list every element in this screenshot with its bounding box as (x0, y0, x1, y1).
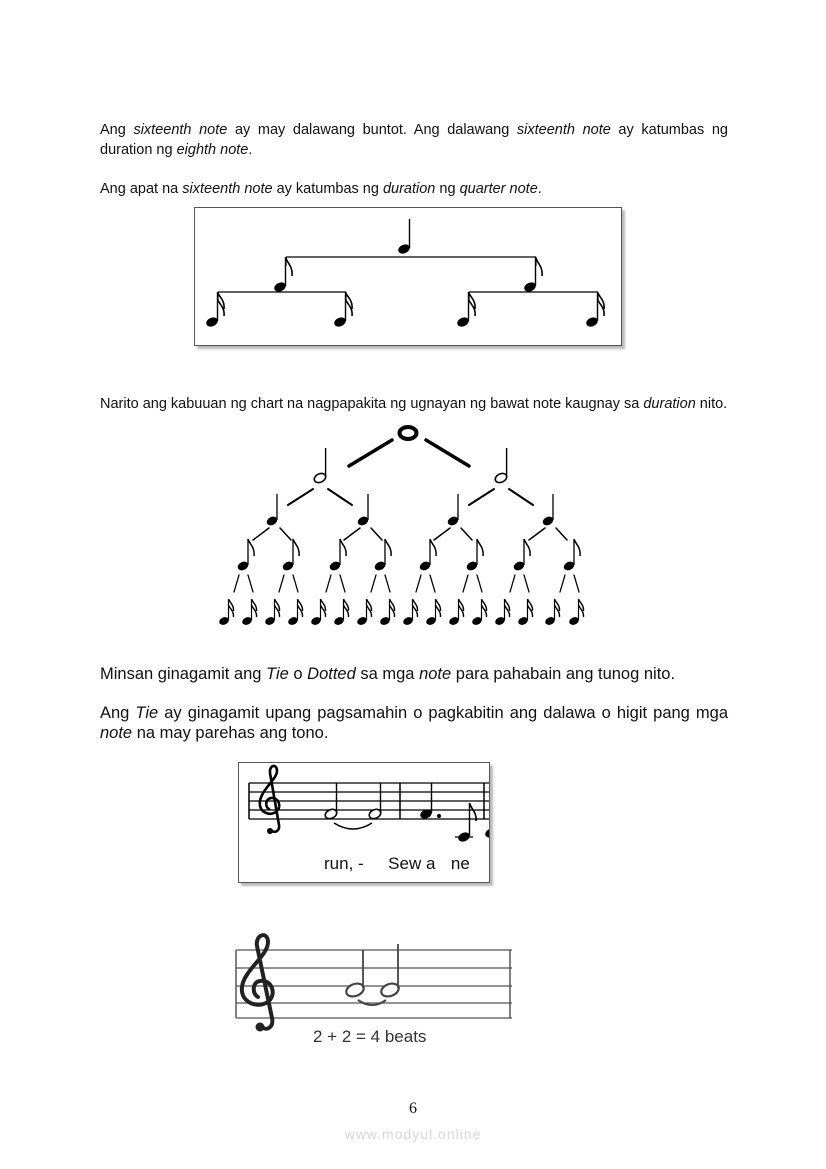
dotted-quarter-note (419, 783, 441, 820)
sixteenth-note-icon (287, 599, 303, 626)
lyrics (324, 854, 470, 874)
text: duration (382, 181, 436, 197)
sixteenth-note-icon (471, 599, 487, 626)
text: ng (435, 181, 460, 197)
quarter-note-icon (541, 494, 554, 527)
text: sixteenth note (182, 181, 273, 197)
lyric-sew-a: Sew a (388, 854, 436, 873)
paragraph-tie-dotted (100, 664, 728, 684)
text: Minsan ginagamit ang (100, 665, 267, 683)
text: ay katumbas ng duration ng (100, 122, 728, 158)
text: sixteenth note (133, 122, 228, 138)
text: Dotted (307, 665, 356, 683)
eighth-note-icon (373, 539, 391, 572)
text: ay ginagamit upang pagsamahin o pagkabitin ang dalawa o higit pang mga (158, 704, 728, 722)
eighth-note-icon (562, 539, 580, 572)
paragraph-tie-definition (100, 703, 728, 743)
text: . (537, 181, 542, 197)
watermark: www.modyul.online (344, 1126, 482, 1142)
sixteenth-notes-row (218, 599, 584, 626)
text: Ang (100, 704, 136, 722)
sixteenth-note-icon (379, 599, 395, 626)
lyric-run: run, - (324, 854, 364, 873)
tie-lyrics-example-figure (238, 762, 490, 883)
tie-beats-staff (222, 932, 512, 1040)
quarter-note-icon (356, 494, 369, 527)
sixteenth-note-icon (241, 599, 257, 626)
sixteenth-note-icon (310, 599, 326, 626)
sixteenth-note-icon (425, 599, 441, 626)
quarter-note-icon (265, 494, 278, 527)
text: para pahabain ang tunog nito. (451, 665, 676, 683)
sixteenth-note-icon (264, 599, 280, 626)
eighth-note-icon (418, 539, 436, 572)
text: na may parehas ang tono. (132, 724, 329, 742)
text: note (100, 724, 133, 742)
eighth-note-ledger (455, 803, 476, 843)
text: sa mga (355, 665, 420, 683)
tied-half-notes (324, 783, 383, 829)
half-note-icon (313, 448, 327, 484)
eighth-note-icon (465, 539, 483, 572)
text: Ang apat na (100, 181, 183, 197)
quarter-note-icon (446, 494, 459, 527)
sixteenth-note-icon (448, 599, 464, 626)
text: Narito ang kabuuan ng chart na nagpapakita ng ugnayan ng bawat note kaugnay sa (100, 396, 644, 412)
eighth-note-icon (236, 539, 254, 572)
sixteenth-note-icon (517, 599, 533, 626)
eighth-note-icon (512, 539, 530, 572)
whole-note-icon (400, 427, 417, 439)
half-note-icon (494, 448, 508, 484)
text: sixteenth note (516, 122, 611, 138)
eighth-notes-row (236, 539, 580, 572)
text: Tie (135, 704, 159, 722)
text: nito. (695, 396, 728, 412)
sixteenth-note-icon (402, 599, 418, 626)
text: eighth note (176, 142, 249, 158)
text: quarter note (459, 181, 538, 197)
text: ay may dalawang buntot. Ang dalawang (227, 122, 517, 138)
sixteenth-note-icon (218, 599, 234, 626)
tied-half-notes (344, 944, 400, 1005)
text: Tie (266, 665, 289, 683)
text: Ang (100, 122, 134, 138)
page-number: 6 (409, 1100, 417, 1117)
treble-clef-icon (260, 766, 279, 832)
sixteenth-note-icon (544, 599, 560, 626)
sixteenth-note-icon (333, 599, 349, 626)
text: o (288, 665, 308, 683)
text: . (248, 142, 253, 158)
sixteenth-note-icon (356, 599, 372, 626)
text: duration (643, 396, 696, 412)
text: ay katumbas ng (272, 181, 383, 197)
sixteenth-note-icon (494, 599, 510, 626)
text: note (419, 665, 452, 683)
sixteenth-note-icon (568, 599, 584, 626)
eighth-note-icon (281, 539, 299, 572)
beats-caption: 2 + 2 = 4 beats (313, 1027, 427, 1046)
eighth-note-icon (328, 539, 346, 572)
lyric-ne: ne (450, 854, 470, 873)
